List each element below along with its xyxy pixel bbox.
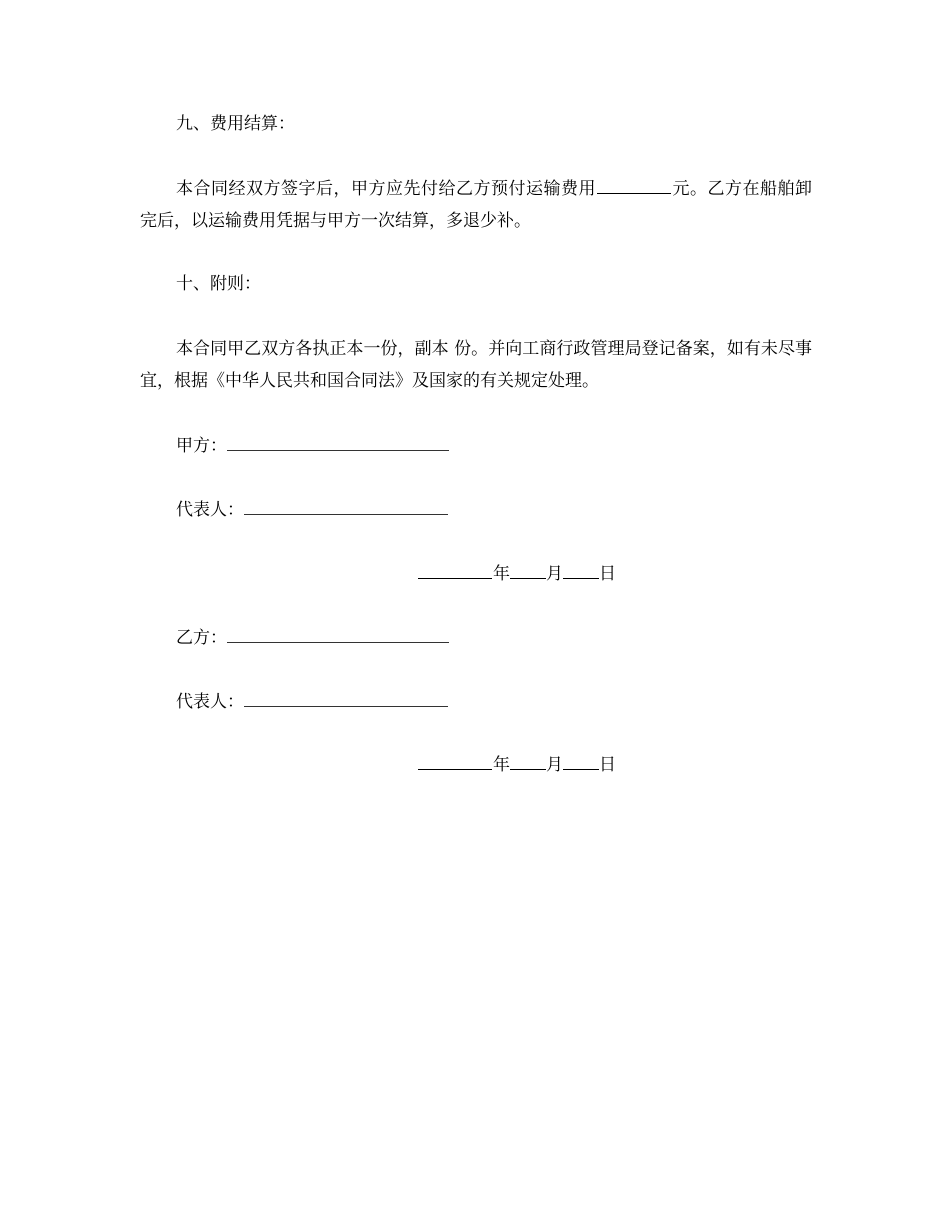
fee-text-part2: 元。乙方在船舶卸完后，以运输费用凭据与甲方一次结算，多退少补。 — [140, 179, 812, 231]
party-b-day-label: 日 — [599, 755, 616, 775]
party-b-signature-blank — [227, 625, 449, 643]
party-a-rep-blank — [244, 497, 448, 515]
party-b-rep-label: 代表人： — [176, 692, 244, 712]
appendix-paragraph: 本合同甲乙双方各执正本一份，副本 份。并向工商行政管理局登记备案，如有未尽事宜，根据《中华人民共和国合同法》及国家的有关规定处理。 — [140, 339, 812, 391]
fee-text-part1: 本合同经双方签字后，甲方应先付给乙方预付运输费用 — [176, 179, 596, 199]
party-b-year-label: 年 — [493, 755, 510, 775]
party-b-month-blank — [510, 752, 546, 770]
party-a-day-blank — [563, 561, 599, 579]
party-b-label: 乙方： — [176, 628, 227, 648]
party-a-rep-line — [176, 497, 448, 519]
party-a-label: 甲方： — [176, 436, 227, 456]
party-b-rep-blank — [244, 689, 448, 707]
party-a-signature-blank — [227, 433, 449, 451]
prepaid-amount-blank — [597, 176, 671, 194]
party-b-rep-line — [176, 689, 448, 711]
party-a-date — [418, 561, 616, 585]
party-a-rep-label: 代表人： — [176, 500, 244, 520]
party-a-month-blank — [510, 561, 546, 579]
section-heading-appendix: 十、附则： — [176, 274, 261, 294]
party-a-line — [176, 433, 449, 455]
party-a-year-blank — [418, 561, 492, 579]
party-a-year-label: 年 — [493, 564, 510, 584]
party-b-date — [418, 752, 616, 776]
party-a-day-label: 日 — [599, 564, 616, 584]
party-a-month-label: 月 — [546, 564, 563, 584]
party-b-year-blank — [418, 752, 492, 770]
section-heading-fee: 九、费用结算： — [176, 114, 295, 134]
party-b-day-blank — [563, 752, 599, 770]
party-b-month-label: 月 — [546, 755, 563, 775]
party-b-line — [176, 625, 449, 647]
fee-paragraph — [140, 173, 812, 237]
